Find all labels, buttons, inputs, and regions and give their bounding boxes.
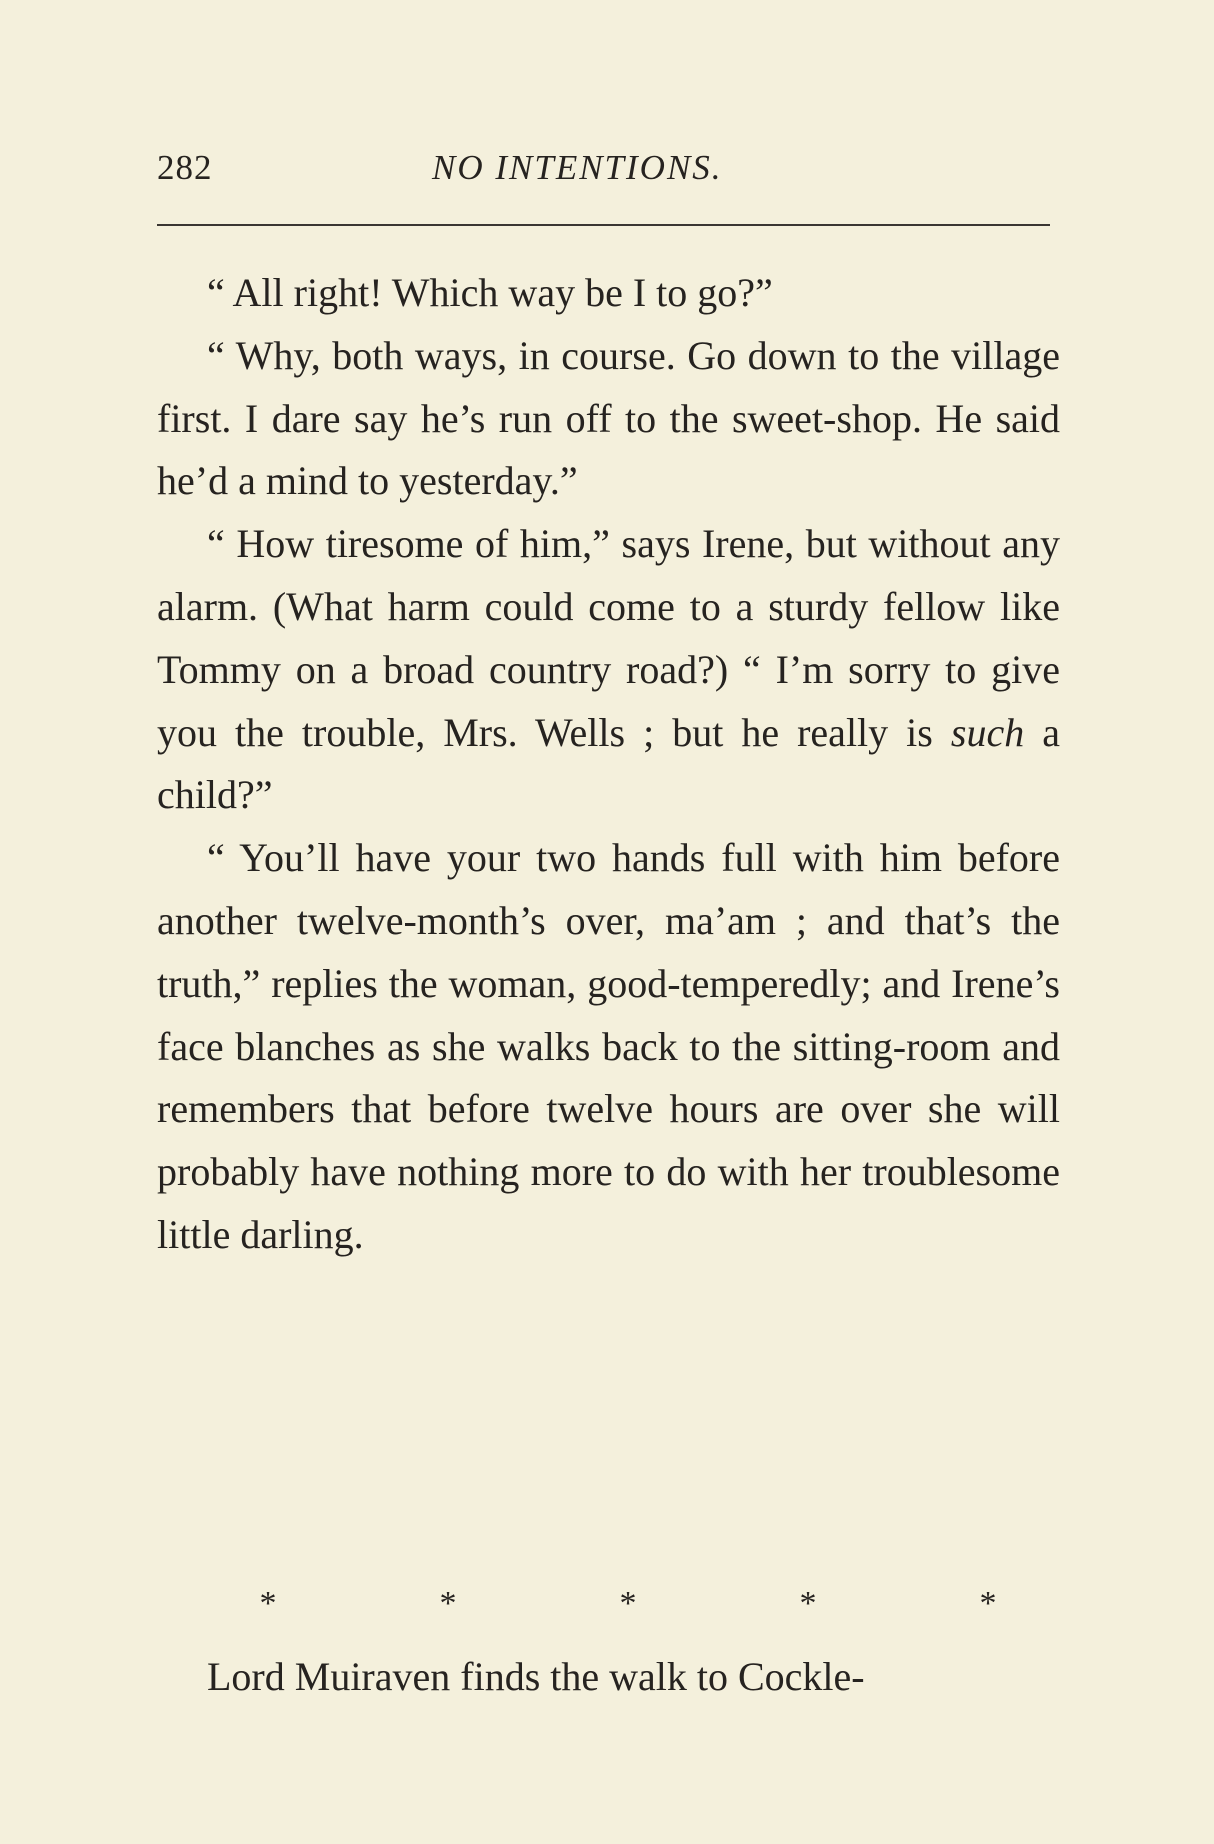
paragraph <box>157 325 1060 513</box>
body-text <box>157 262 1060 1267</box>
asterisk: * <box>439 1585 457 1622</box>
asterisk: * <box>979 1585 997 1622</box>
paragraph <box>157 262 1060 325</box>
page-number: 282 <box>157 148 213 187</box>
text-run: “ How tiresome of him,” says Irene, but without any alarm. (What harm could come to a sturdy fellow like Tommy on a broad country road?) “ I’m sorry to give you the trouble, Mrs. Wells ; but he really is <box>157 521 1060 755</box>
asterisk: * <box>259 1585 277 1622</box>
text-run: “ You’ll have your two hands full with him before another twelve-month’s over, ma’am ; and that’s the truth,” replies the woman, good-temperedly; and Irene’s face blanches as she walks back to the sitting-room and remembers that before twelve hours are over she will probably have nothing more to do with her troublesome little darling. <box>157 835 1060 1257</box>
text-run: “ All right! Which way be I to go?” <box>207 270 773 315</box>
paragraph <box>157 827 1060 1267</box>
running-title: NO INTENTIONS. <box>432 148 723 187</box>
continuation-line: Lord Muiraven finds the walk to Cockle- <box>207 1654 865 1699</box>
asterisk: * <box>619 1585 637 1622</box>
asterisk: * <box>799 1585 817 1622</box>
paragraph <box>157 513 1060 827</box>
running-header <box>157 148 1047 200</box>
text-run: a child?” <box>157 709 1060 818</box>
text-run: “ Why, both ways, in course. Go down to the village first. I dare say he’s run off to the sweet-shop. He said he’d a mind to yesterday.” <box>157 332 1060 504</box>
section-break <box>157 1574 1060 1634</box>
italic-text: such <box>950 709 1025 755</box>
header-rule <box>157 224 1050 226</box>
